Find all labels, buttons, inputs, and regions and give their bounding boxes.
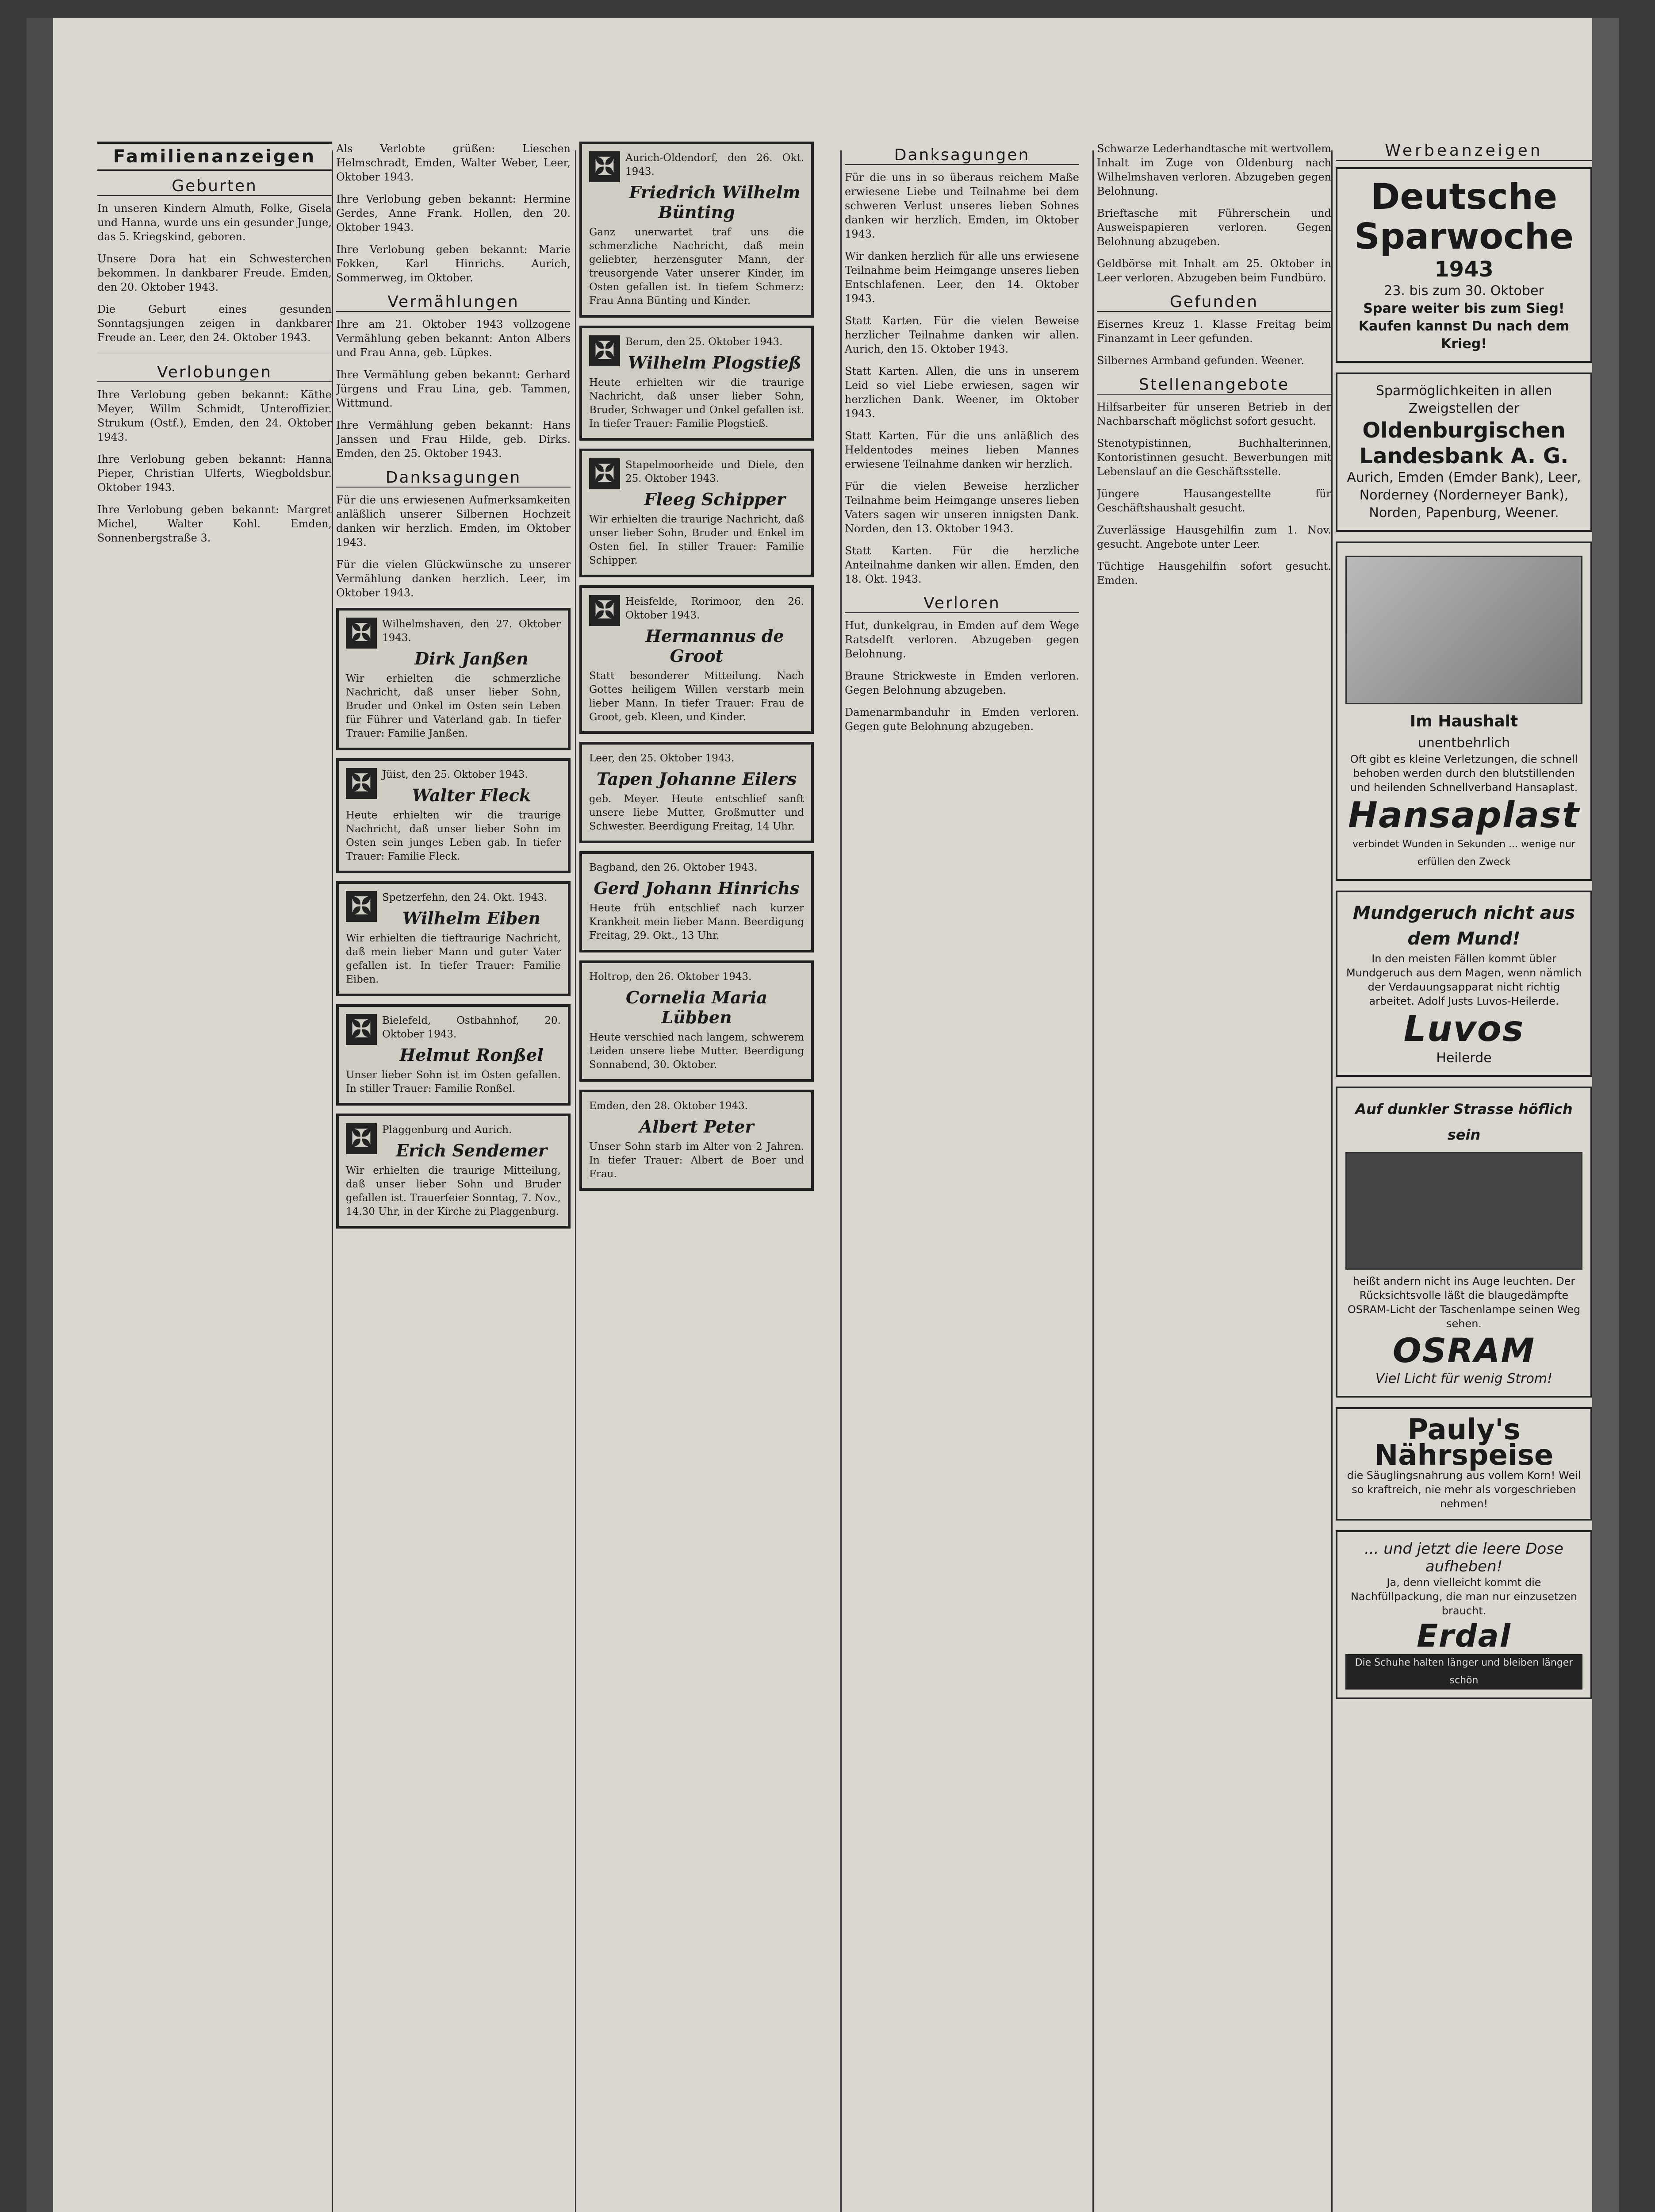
ad-text: die Säuglingsnahrung aus vollem Korn! Weil so kraftreich, nie mehr als vorgeschrieben nehmen!	[1347, 1469, 1581, 1510]
erdal-ad	[1336, 1530, 1592, 1699]
found-header: Gefunden	[1097, 293, 1331, 312]
births-header: Geburten	[97, 177, 332, 196]
death-text: geb. Meyer. Heute entschlief sanft unsere liebe Mutter, Großmutter und Schwester. Beerdigung Freitag, 14 Uhr.	[589, 793, 804, 832]
death-text: Unser lieber Sohn ist im Osten gefallen. In stiller Trauer: Familie Ronßel.	[346, 1069, 561, 1094]
column-1	[97, 142, 332, 553]
job-notice: Hilfsarbeiter für unseren Betrieb in der Nachbarschaft möglichst sofort gesucht.	[1097, 401, 1331, 427]
death-place: Plaggenburg und Aurich.	[382, 1124, 512, 1136]
death-place: Heisfelde, Rorimoor, den 26. Oktober 1943.	[625, 596, 804, 621]
ad-text: Oft gibt es kleine Verletzungen, die schnell behoben werden durch den blutstillenden und heilenden Schnellverband Hansaplast.	[1350, 753, 1578, 794]
thanks-notice: Statt Karten. Für die herzliche Anteilnahme danken wir allen. Emden, den 18. Okt. 1943.	[845, 545, 1079, 585]
deceased-name: Erich Sendemer	[396, 1141, 547, 1160]
ad-tag: verbindet Wunden in Sekunden ... wenige nur erfüllen den Zweck	[1352, 839, 1575, 868]
ad-year: 1943	[1434, 257, 1494, 282]
ad-caption: Im Haushalt	[1410, 712, 1518, 730]
deceased-name: Dirk Janßen	[414, 649, 529, 668]
death-notice	[336, 1004, 571, 1106]
ad-text: In den meisten Fällen kommt übler Mundgeruch aus dem Magen, wenn nämlich der Verdauungsapparat nicht richtig arbeitet. Adolf Justs Luvos-Heilerde.	[1346, 952, 1582, 1007]
osram-ad	[1336, 1087, 1592, 1398]
iron-cross-icon: ✠	[589, 151, 620, 182]
column-4	[845, 142, 1079, 741]
death-text: Heute früh entschlief nach kurzer Krankheit mein lieber Mann. Beerdigung Freitag, 29. Okt., 13 Uhr.	[589, 902, 804, 941]
iron-cross-icon: ✠	[346, 618, 377, 649]
death-place: Aurich-Oldendorf, den 26. Okt. 1943.	[625, 152, 804, 177]
deceased-name: Albert Peter	[639, 1117, 754, 1137]
lost-notice: Hut, dunkelgrau, in Emden auf dem Wege Ratsdelft verloren. Abzugeben gegen Belohnung.	[845, 619, 1079, 660]
weddings-header: Vermählungen	[336, 293, 571, 312]
landesbank-ad	[1336, 373, 1592, 532]
column-6-ads	[1336, 142, 1592, 1709]
ad-dates: 23. bis zum 30. Oktober	[1384, 283, 1544, 299]
death-place: Jüist, den 25. Oktober 1943.	[382, 769, 528, 780]
death-text: Statt besonderer Mitteilung. Nach Gottes heiligem Willen verstarb mein lieber Mann. In tiefer Trauer: Frau de Groot, geb. Kleen, und Kinder.	[589, 670, 804, 723]
iron-cross-icon: ✠	[346, 891, 377, 922]
death-place: Spetzerfehn, den 24. Okt. 1943.	[382, 892, 548, 903]
birth-notice: Die Geburt eines gesunden Sonntagsjungen zeigen in dankbarer Freude an. Leer, den 24. Oktober 1943.	[97, 303, 332, 344]
deceased-name: Friedrich Wilhelm Bünting	[629, 182, 801, 222]
ad-title: Deutsche	[1370, 176, 1558, 217]
birth-notice: In unseren Kindern Almuth, Folke, Gisela und Hanna, wurde uns ein gesunder Junge, das 5. Kriegskind, geboren.	[97, 202, 332, 243]
column-rule	[1092, 150, 1094, 2212]
dark-street-illustration	[1345, 1152, 1582, 1270]
deceased-name: Cornelia Maria Lübben	[626, 987, 767, 1027]
iron-cross-icon: ✠	[589, 595, 620, 626]
deceased-name: Tapen Johanne Eilers	[596, 769, 797, 789]
brand-logo: Luvos	[1403, 1008, 1525, 1049]
thanks-notice: Wir danken herzlich für alle uns erwiesene Teilnahme beim Heimgange unseres lieben Entschlafenen. Leer, den 14. Oktober 1943.	[845, 250, 1079, 305]
ad-slogan: Spare weiter bis zum Sieg! Kaufen kannst Du nach dem Krieg!	[1358, 301, 1570, 352]
thanks-notice: Statt Karten. Für die uns anläßlich des Heldentodes meines lieben Mannes erwiesene Teilnahme danken wir herzlich.	[845, 430, 1079, 470]
column-rule	[332, 150, 333, 2212]
death-place: Leer, den 25. Oktober 1943.	[589, 753, 735, 764]
death-text: Ganz unerwartet traf uns die schmerzliche Nachricht, daß mein geliebter, herzensguter Mann, der treusorgende Vater unserer Kinder, im Osten gefallen ist. In tiefem Schmerz: Frau Anna Bünting und Kinder.	[589, 227, 804, 307]
death-text: Wir erhielten die tieftraurige Nachricht, daß mein lieber Mann und guter Vater gefallen ist. In tiefer Trauer: Familie Eiben.	[346, 933, 561, 985]
lost-notice: Damenarmbanduhr in Emden verloren. Gegen gute Belohnung abzugeben.	[845, 706, 1079, 733]
iron-cross-icon: ✠	[589, 335, 620, 366]
thanks-notice: Statt Karten. Allen, die uns in unserem Leid so viel Liebe erwiesen, sagen wir herzlichen Dank. Weener, im Oktober 1943.	[845, 365, 1079, 420]
death-notice	[579, 449, 814, 577]
ad-slogan: Die Schuhe halten länger und bleiben länger schön	[1345, 1654, 1582, 1690]
job-notice: Jüngere Hausangestellte für Geschäftshaushalt gesucht.	[1097, 488, 1331, 514]
death-place: Bagband, den 26. Oktober 1943.	[589, 862, 758, 873]
iron-cross-icon: ✠	[346, 1123, 377, 1154]
page-edge-left	[27, 18, 53, 2212]
ad-caption: unentbehrlich	[1417, 735, 1510, 751]
lost-header: Verloren	[845, 594, 1079, 613]
thanks-header: Danksagungen	[336, 469, 571, 488]
lost-notice: Schwarze Lederhandtasche mit wertvollem Inhalt im Zuge von Oldenburg nach Wilhelmshaven verloren. Abzugeben gegen Belohnung.	[1097, 142, 1331, 197]
thanks-notice: Für die vielen Beweise herzlicher Teilnahme beim Heimgange unseres lieben Vaters sagen wir unseren innigsten Dank. Norden, den 13. Oktober 1943.	[845, 480, 1079, 535]
ad-text: Ja, denn vielleicht kommt die Nachfüllpackung, die man nur einzusetzen braucht.	[1350, 1576, 1578, 1617]
hansaplast-ad	[1336, 541, 1592, 881]
death-notice	[579, 851, 814, 952]
thanks-notice: Für die uns erwiesenen Aufmerksamkeiten anläßlich unserer Silbernen Hochzeit danken wir herzlich. Emden, im Oktober 1943.	[336, 494, 571, 549]
death-notice	[336, 1114, 571, 1229]
deceased-name: Helmut Ronßel	[399, 1045, 544, 1065]
ad-caption: ... und jetzt die leere Dose aufheben!	[1364, 1540, 1563, 1575]
death-text: Wir erhielten die traurige Mitteilung, daß unser lieber Sohn und Bruder gefallen ist. Trauerfeier Sonntag, 7. Nov., 14.30 Uhr, in der Kirche zu Plaggenburg.	[346, 1165, 561, 1217]
deceased-name: Wilhelm Eiben	[402, 908, 541, 928]
death-place: Holtrop, den 26. Oktober 1943.	[589, 971, 752, 983]
ad-title: Auf dunkler Strasse höflich sein	[1355, 1101, 1573, 1143]
lost-notice: Braune Strickweste in Emden verloren. Gegen Belohnung abzugeben.	[845, 670, 1079, 696]
sparwoche-ad	[1336, 167, 1592, 363]
death-text: Heute erhielten wir die traurige Nachricht, daß unser lieber Sohn im Osten sein junges Leben gab. In tiefer Trauer: Familie Fleck.	[346, 810, 561, 862]
death-notice	[579, 1090, 814, 1191]
luvos-ad	[1336, 891, 1592, 1077]
wedding-notice: Ihre Vermählung geben bekannt: Hans Janssen und Frau Hilde, geb. Dirks. Emden, den 25. Oktober 1943.	[336, 419, 571, 460]
iron-cross-icon: ✠	[346, 1014, 377, 1045]
deceased-name: Walter Fleck	[412, 785, 531, 805]
bank-places: Aurich, Emden (Emder Bank), Leer, Norderney (Norderneyer Bank), Norden, Papenburg, Weener.	[1347, 470, 1581, 521]
death-notice	[579, 960, 814, 1082]
lost-notice: Geldbörse mit Inhalt am 25. Oktober in Leer verloren. Abzugeben beim Fundbüro.	[1097, 257, 1331, 284]
thanks-notice: Für die uns in so überaus reichem Maße erwiesene Liebe und Teilnahme bei dem schweren Verlust unseres lieben Sohnes danken wir herzlich. Emden, im Oktober 1943.	[845, 171, 1079, 240]
ad-title: Mundgeruch nicht aus dem Mund!	[1352, 903, 1575, 949]
iron-cross-icon: ✠	[589, 458, 620, 489]
death-place: Bielefeld, Ostbahnhof, 20. Oktober 1943.	[382, 1015, 561, 1040]
job-notice: Stenotypistinnen, Buchhalterinnen, Kontoristinnen gesucht. Bewerbungen mit Lebenslauf an die Geschäftsstelle.	[1097, 437, 1331, 478]
jobs-header: Stellenangebote	[1097, 376, 1331, 395]
iron-cross-icon: ✠	[346, 768, 377, 799]
notice: Als Verlobte grüßen: Lieschen Helmschradt, Emden, Walter Weber, Leer, Oktober 1943.	[336, 142, 571, 183]
death-text: Wir erhielten die schmerzliche Nachricht, daß unser lieber Sohn, Bruder und Onkel im Osten sein Leben für Führer und Vaterland gab. In tiefer Trauer: Familie Janßen.	[346, 673, 561, 739]
newspaper-page	[27, 18, 1619, 2212]
brand-logo: OSRAM	[1392, 1331, 1536, 1370]
engagement-notice: Ihre Verlobung geben bekannt: Margret Michel, Walter Kohl. Emden, Sonnenbergstraße 3.	[97, 503, 332, 544]
job-notice: Zuverlässige Hausgehilfin zum 1. Nov. gesucht. Angebote unter Leer.	[1097, 524, 1331, 550]
column-rule	[1331, 150, 1333, 2212]
thanks-header: Danksagungen	[845, 146, 1079, 165]
death-place: Stapelmoorheide und Diele, den 25. Oktober 1943.	[625, 459, 804, 484]
death-text: Unser Sohn starb im Alter von 2 Jahren. In tiefer Trauer: Albert de Boer und Frau.	[589, 1141, 804, 1180]
death-text: Heute erhielten wir die traurige Nachricht, daß unser lieber Sohn, Bruder, Schwager und Onkel gefallen ist. In tiefer Trauer: Familie Plogstieß.	[589, 377, 804, 430]
birth-notice: Unsere Dora hat ein Schwesterchen bekommen. In dankbarer Freude. Emden, den 20. Oktober 1943.	[97, 253, 332, 293]
death-notice	[579, 142, 814, 318]
deceased-name: Wilhelm Plogstieß	[628, 353, 801, 373]
column-5	[1097, 142, 1331, 595]
wedding-notice: Ihre Vermählung geben bekannt: Gerhard Jürgens und Frau Lina, geb. Tammen, Wittmund.	[336, 369, 571, 409]
paulys-ad	[1336, 1407, 1592, 1521]
ad-slogan: Viel Licht für wenig Strom!	[1375, 1371, 1553, 1386]
first-aid-illustration	[1345, 556, 1582, 704]
death-place: Wilhelmshaven, den 27. Oktober 1943.	[382, 618, 561, 644]
found-notice: Eisernes Kreuz 1. Klasse Freitag beim Finanzamt in Leer gefunden.	[1097, 318, 1331, 345]
death-text: Heute verschied nach langem, schwerem Leiden unsere liebe Mutter. Beerdigung Sonnabend, 30. Oktober.	[589, 1032, 804, 1071]
ad-title: Pauly's	[1407, 1413, 1521, 1446]
death-text: Wir erhielten die traurige Nachricht, daß unser lieber Sohn, Bruder und Enkel im Osten fiel. In stiller Trauer: Familie Schipper.	[589, 514, 804, 566]
ad-text: heißt andern nicht ins Auge leuchten. Der Rücksichtsvolle läßt die blaugedämpfte OSRAM-Licht der Taschenlampe seinen Weg sehen.	[1347, 1275, 1581, 1330]
column-rule	[575, 150, 576, 2212]
ad-title: Nährspeise	[1374, 1439, 1554, 1472]
thanks-notice: Statt Karten. Für die vielen Beweise herzlicher Teilnahme danken wir allen. Aurich, den 15. Oktober 1943.	[845, 315, 1079, 355]
engagement-notice: Ihre Verlobung geben bekannt: Käthe Meyer, Willm Schmidt, Unteroffizier. Strukum (Ostf.), Emden, den 24. Oktober 1943.	[97, 388, 332, 443]
column-2	[336, 142, 571, 1237]
deceased-name: Gerd Johann Hinrichs	[594, 878, 800, 898]
death-notice	[336, 608, 571, 750]
column-3	[579, 142, 814, 1199]
deceased-name: Hermannus de Groot	[645, 626, 784, 666]
ads-header: Werbeanzeigen	[1336, 142, 1592, 161]
section-title: Familienanzeigen	[97, 142, 332, 171]
notice: Ihre Verlobung geben bekannt: Marie Fokken, Karl Hinrichs. Aurich, Sommerweg, im Oktober.	[336, 243, 571, 284]
engagement-notice: Ihre Verlobung geben bekannt: Hanna Pieper, Christian Ulferts, Wiegboldsbur. Oktober 1943.	[97, 453, 332, 494]
brand-logo: Erdal	[1417, 1618, 1511, 1654]
ad-intro: Sparmöglichkeiten in allen Zweigstellen der	[1375, 383, 1552, 416]
death-notice	[336, 758, 571, 873]
ad-title: Sparwoche	[1354, 216, 1574, 257]
death-place: Berum, den 25. Oktober 1943.	[625, 336, 783, 348]
brand-logo: Hansaplast	[1348, 795, 1580, 836]
death-notice	[336, 881, 571, 996]
lost-notice: Brieftasche mit Führerschein und Ausweispapieren verloren. Gegen Belohnung abzugeben.	[1097, 207, 1331, 248]
death-notice	[579, 585, 814, 734]
brand-sub: Heilerde	[1436, 1050, 1492, 1066]
thanks-notice: Für die vielen Glückwünsche zu unserer Vermählung danken herzlich. Leer, im Oktober 1943.	[336, 558, 571, 599]
found-notice: Silbernes Armband gefunden. Weener.	[1097, 354, 1305, 367]
death-place: Emden, den 28. Oktober 1943.	[589, 1100, 748, 1112]
column-rule	[840, 150, 842, 2212]
job-notice: Tüchtige Hausgehilfin sofort gesucht. Emden.	[1097, 560, 1331, 587]
page-edge-right	[1592, 18, 1619, 2212]
deceased-name: Fleeg Schipper	[644, 489, 785, 509]
death-notice	[579, 326, 814, 441]
bank-name: Landesbank A. G.	[1359, 444, 1569, 469]
bank-name: Oldenburgischen	[1362, 418, 1566, 443]
engagements-header: Verlobungen	[97, 363, 332, 382]
death-notice	[579, 742, 814, 843]
notice: Ihre Verlobung geben bekannt: Hermine Gerdes, Anne Frank. Hollen, den 20. Oktober 1943.	[336, 193, 571, 234]
wedding-notice: Ihre am 21. Oktober 1943 vollzogene Vermählung geben bekannt: Anton Albers und Frau Anna, geb. Lüpkes.	[336, 318, 571, 359]
